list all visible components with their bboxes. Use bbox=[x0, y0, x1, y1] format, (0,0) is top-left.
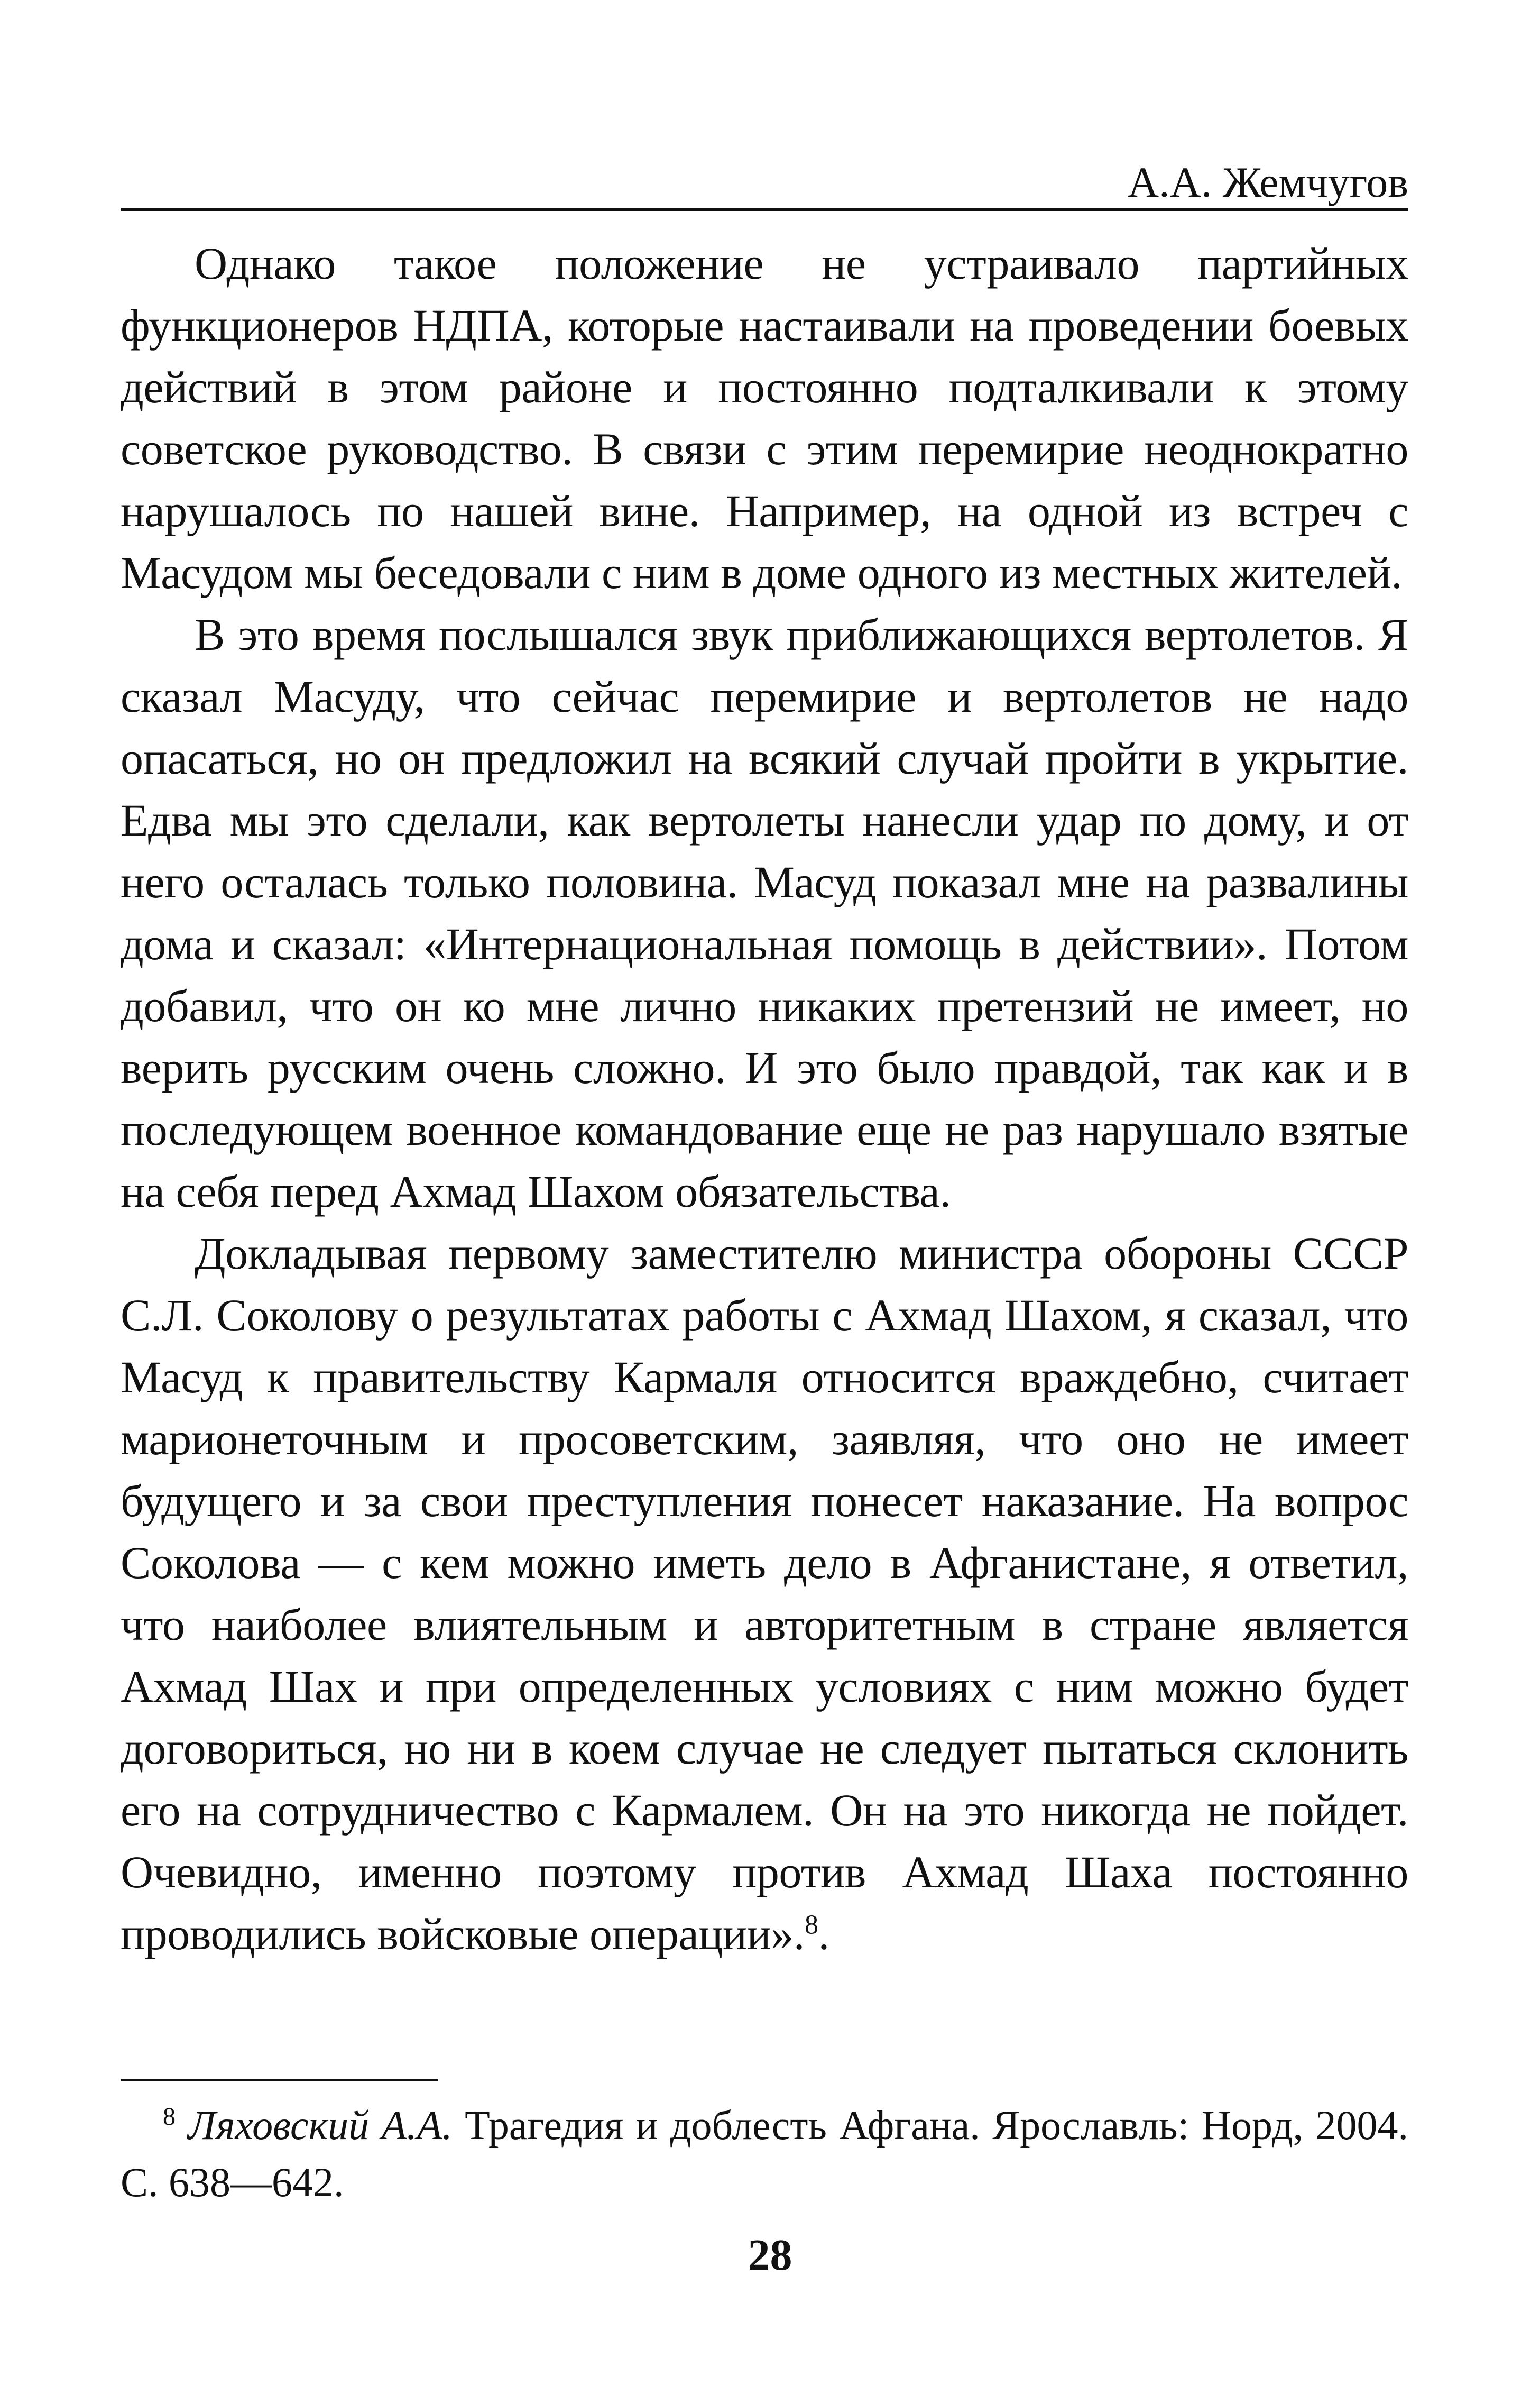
paragraph-2: В это время послышался звук приближающихся вертолетов. Я сказал Масуду, что сейчас перемирие и вертолетов не надо опасаться, но он предложил на всякий случай пройти в укрытие. Едва мы это сделали, как вертолеты нанесли удар по дому, и от него осталась только половина. Масуд показал мне на развалины дома и сказал: «Интернациональная помощь в действии». Потом добавил, что он ко мне лично никаких претензий не имеет, но верить русским очень сложно. И это было правдой, так как и в последующем военное командование еще не раз нарушало взятые на себя перед Ахмад Шахом обязательства. bbox=[121, 609, 1408, 1217]
paragraph-3-text: Докладывая первому заместителю министра обороны СССР С.Л. Соколову о результатах работы с Ахмад Шахом, я сказал, что Масуд к правительству Кармаля относится враждебно, считает марионеточным и просоветским, заявляя, что оно не имеет будущего и за свои преступления понесет наказание. На вопрос Соколова — с кем можно иметь дело в Афганистане, я ответил, что наиболее влиятельным и авторитетным в стране является Ахмад Шах и при определенных условиях с ним можно будет договориться, но ни в коем случае не следует пытаться склонить его на сотрудничество с Кармалем. Он на это никогда не пойдет. Очевидно, именно поэтому против Ахмад Шаха постоянно проводились войсковые операции». bbox=[121, 1228, 1408, 1959]
page-number: 28 bbox=[748, 2231, 792, 2280]
header-rule bbox=[121, 208, 1408, 211]
footnote-marker: 8 bbox=[163, 2103, 176, 2131]
footnote bbox=[121, 2097, 1408, 2211]
footnote-reference[interactable]: 8 bbox=[805, 1910, 818, 1940]
running-header: А.А. Жемчугов bbox=[1127, 158, 1408, 206]
paragraph-3: Докладывая первому заместителю министра обороны СССР С.Л. Соколову о результатах работы с Ахмад Шахом, я сказал, что Масуд к правительству Кармаля относится враждебно, считает марионеточным и просоветским, заявляя, что оно не имеет будущего и за свои преступления понесет наказание. На вопрос Соколова — с кем можно иметь дело в Афганистане, я ответил, что наиболее влиятельным и авторитетным в стране является Ахмад Шах и при определенных условиях с ним можно будет договориться, но ни в коем случае не следует пытаться склонить его на сотрудничество с Кармалем. Он на это никогда не пойдет. Очевидно, именно поэтому против Ахмад Шаха постоянно проводились войсковые операции».$^8$. bbox=[121, 1228, 1408, 1959]
footnote-author: Ляховский А.А. bbox=[188, 2102, 453, 2148]
body-text bbox=[121, 233, 1408, 1965]
footnote-rule bbox=[121, 2079, 438, 2081]
footnote-text: Трагедия и доблесть Афгана. Ярославль: Норд, 2004. С. 638—642. bbox=[121, 2102, 1408, 2205]
paragraph-1: Однако такое положение не устраивало партийных функционеров НДПА, которые настаивали на проведении боевых действий в этом районе и постоянно подталкивали к этому советское руководство. В связи с этим перемирие неоднократно нарушалось по нашей вине. Например, на одной из встреч с Масудом мы беседовали с ним в доме одного из местных жителей. bbox=[121, 238, 1408, 598]
